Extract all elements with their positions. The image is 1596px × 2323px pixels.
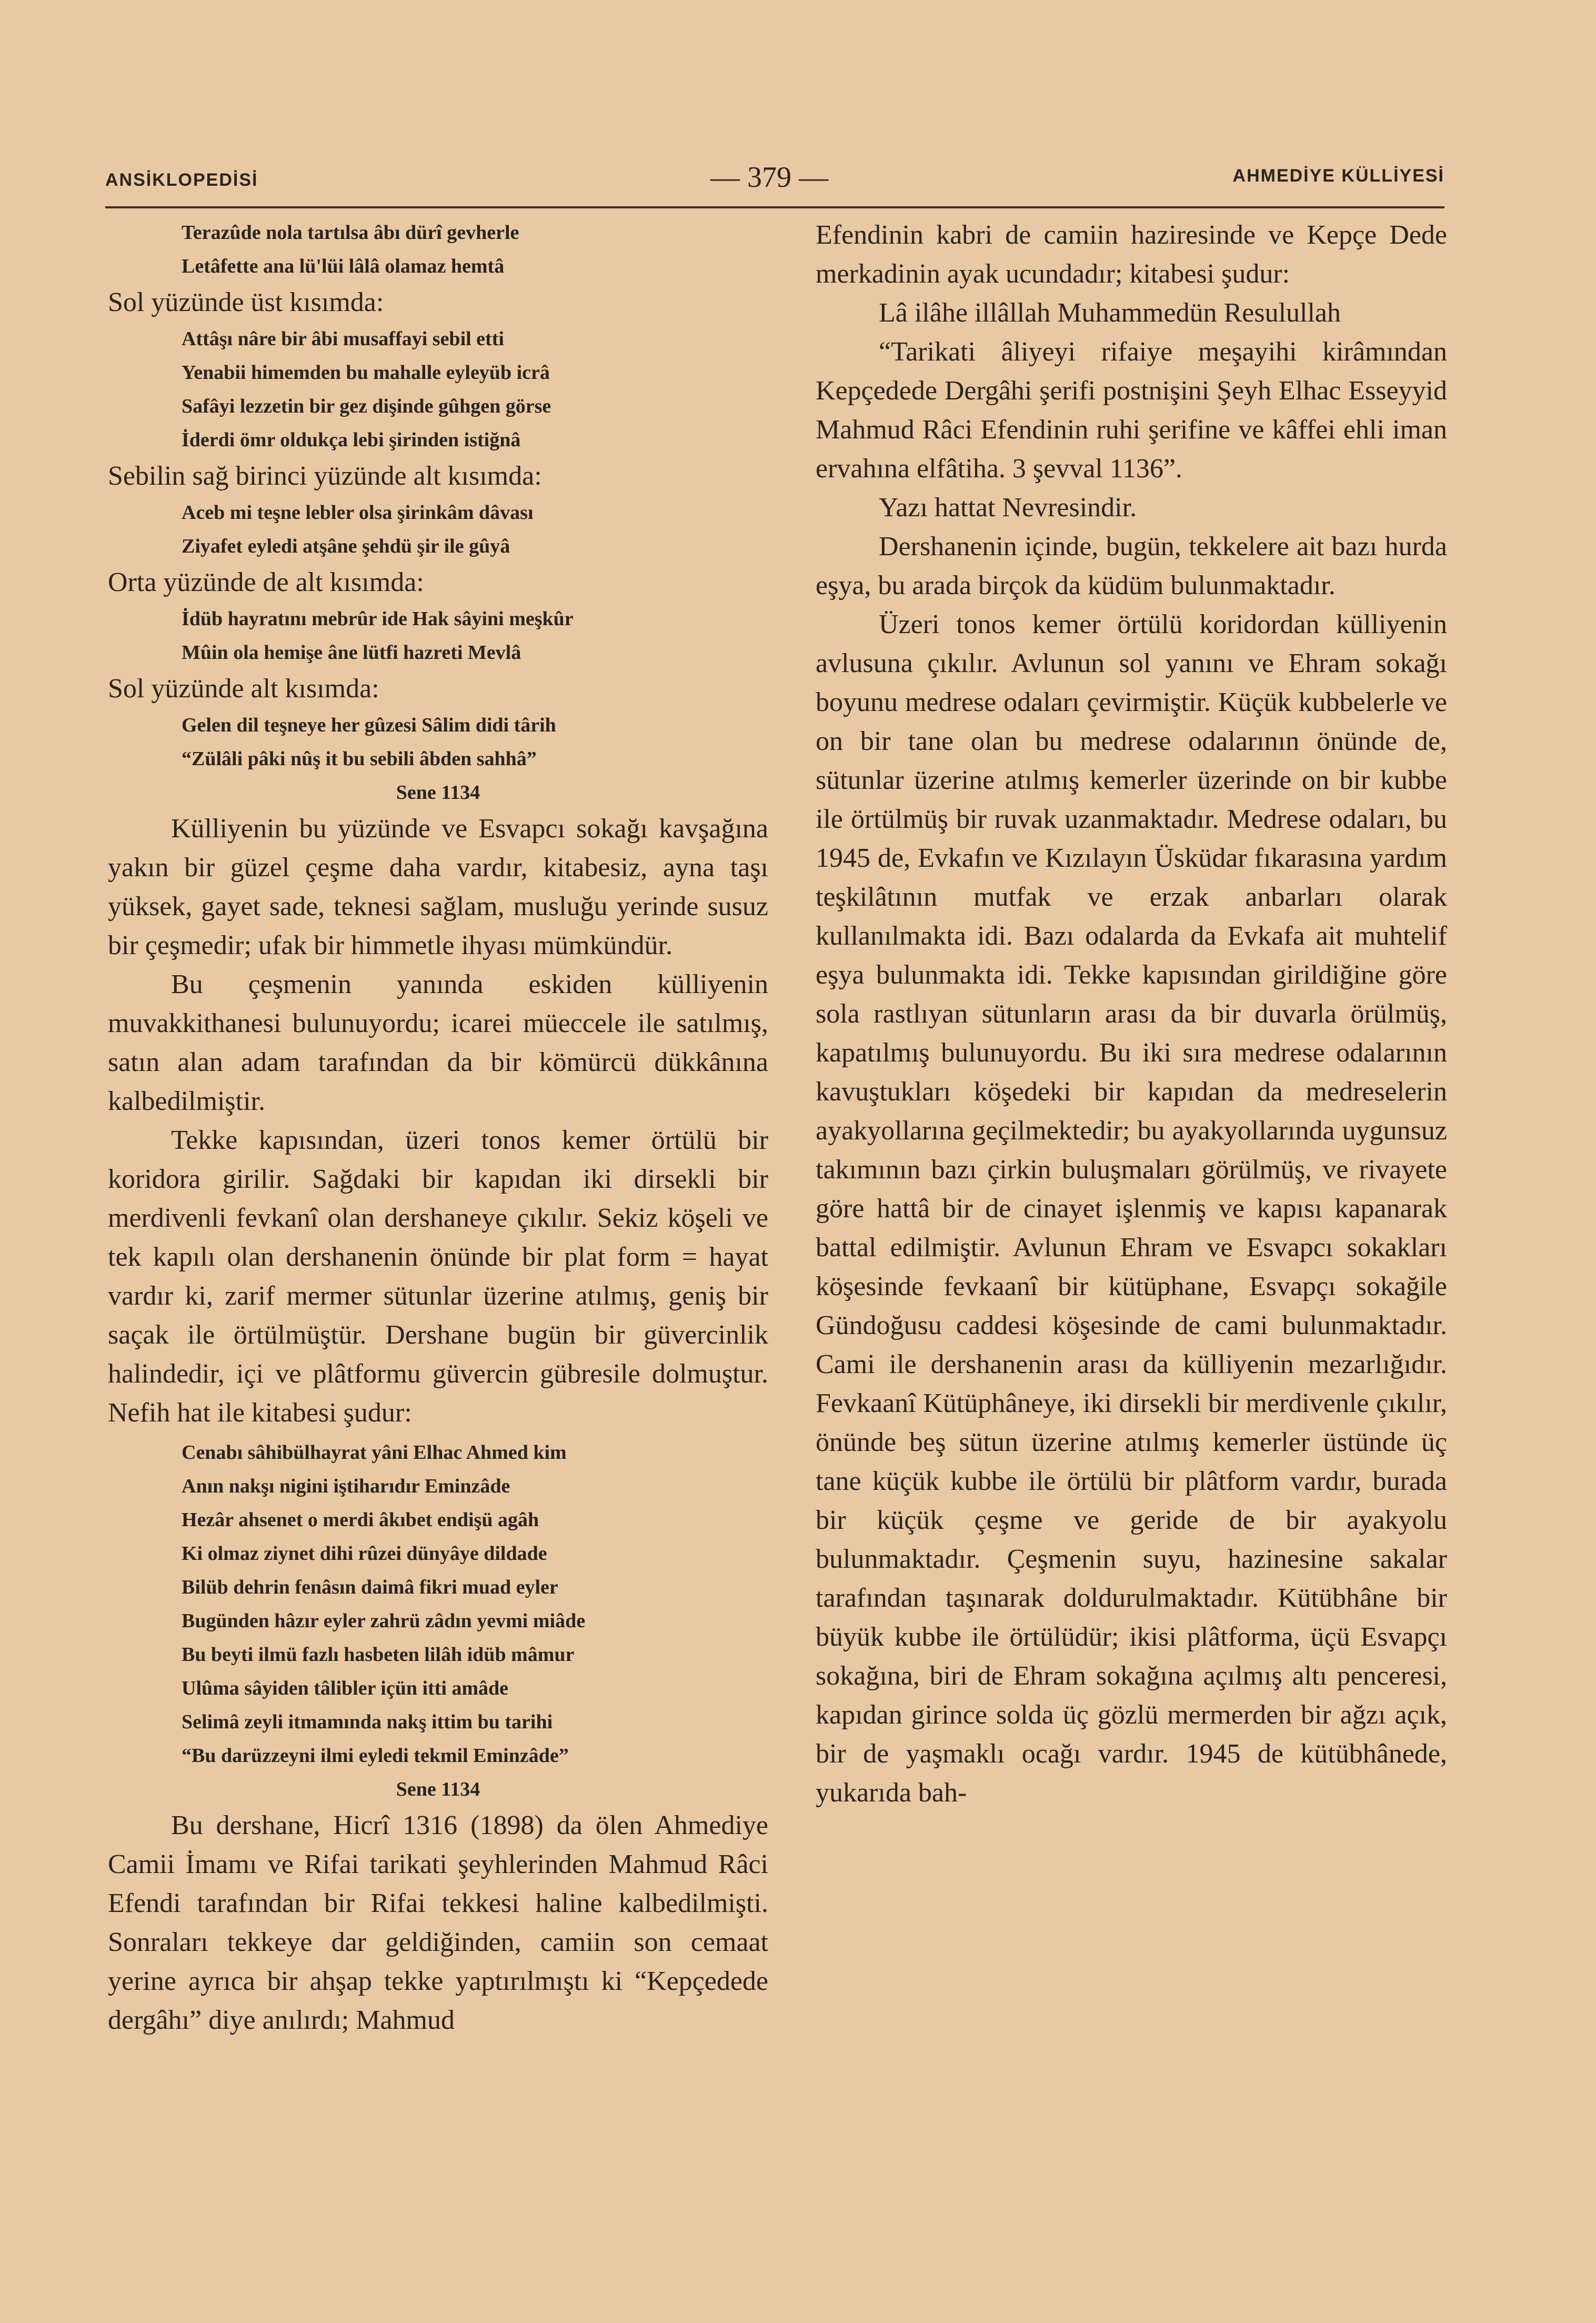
verse-line: Bu beyti ilmü fazlı hasbeten lilâh idüb mâmur [182,1644,575,1666]
header-left: ANSİKLOPEDİSİ [105,170,258,190]
verse-line: “Bu darüzzeyni ilmi eyledi tekmil Eminzâde” [182,1745,569,1767]
paragraph: Dershanenin içinde, bugün, tekkelere ait bazı hurda eşya, bu arada birçok da küdüm bulunmaktadır. [816,532,1447,600]
page-header [105,161,1444,197]
header-right: AHMEDİYE KÜLLİYESİ [1232,166,1444,186]
year-line: Sene 1134 [396,1778,480,1800]
paragraph: Bu dershane, Hicrî 1316 (1898) da ölen Ahmediye Camii İmamı ve Rifai tarikati şeyhlerinden Mahmud Râci Efendi tarafından bir Rifai tekkesi haline kalbedilmişti. Sonraları tekkeye dar geldiğinden, camiin son cemaat yerine ayrıca bir ahşap tekke yaptırılmıştı ki “Kepçedede dergâhı” diye anılırdı; Mahmud [108,1810,768,2035]
verse-line: Mûin ola hemişe âne lütfi hazreti Mevlâ [182,642,521,664]
verse-line: Cenabı sâhibülhayrat yâni Elhac Ahmed kim [182,1441,567,1464]
header-rule [105,206,1444,208]
verse-line: Bilüb dehrin fenâsın daimâ fikri muad eyler [182,1576,558,1598]
verse-line: “Zülâli pâki nûş it bu sebili âbden sahhâ” [182,748,537,770]
verse-line: Safâyi lezzetin bir gez dişinde gûhgen görse [182,395,551,417]
verse-line: Yenabii himemden bu mahalle eyleyüb icrâ [182,362,550,384]
paragraph: Üzeri tonos kemer örtülü koridordan külliyenin avlusuna çıkılır. Avlunun sol yanını ve Ehram sokağı boyunu medrese odaları çevirmiştir. Küçük kubbelerle ve on bir tane olan bu medrese odalarının önünde de, sütunlar üzerine atılmış kemerler üzerinde on bir kubbe ile örtülmüş bir ruvak uzanmaktadır. Medrese odaları, bu 1945 de, Evkafın ve Kızılayın Üsküdar fıkarasına yardım teşkilâtının mutfak ve erzak anbarları olarak kullanılmakta idi. Bazı odalarda da Evkafa ait muhtelif eşya bulunmakta idi. Tekke kapısından girildiğine göre sola rastlıyan sütunların arası da bir duvarla örülmüş, kapatılmış bulunuyordu. Bu iki sıra medrese odalarının kavuştukları köşedeki bir kapıdan da medreselerin ayakyollarına geçilmektedir; bu ayakyollarında uygunsuz takımının bazı çirkin buluşmaları görülmüş, ve rivayete göre hattâ bir de cinayet işlenmiş ve kapısı kapanarak battal edilmiştir. Avlunun Ehram ve Esvapcı sokakları köşesinde fevkaanî bir kütüphane, Esvapçı sokağile Gündoğusu caddesi köşesinde de cami bulunmaktadır. Cami ile dershanenin arası da külliyenin mezarlığıdır. Fevkaanî Kütüphâneye, iki dirsekli bir merdivenle çıkılır, önünde beş sütun üzerine atılmış kemerler üstünde üç tane küçük kubbe ile örtülü bir plâtform vardır, burada bir küçük çeşme ve geride de bir ayakyolu bulunmaktadır. Çeşmenin suyu, hazinesine sakalar tarafından taşınarak doldurulmaktadır. Kütübhâne bir büyük kubbe ile örtülüdür; ikisi plâtforma, üçü Esvapçı sokağına, biri de Ehram sokağına açılmış altı penceresi, kapıdan girince solda üç gözlü mermerden bir ağzı açık, bir de yaşmaklı ocağı vardır. 1945 de kütübhânede, yukarıda bah- [816,609,1447,1808]
verse-line: Hezâr ahsenet o merdi âkıbet endişü agâh [182,1509,539,1531]
paragraph: Bu çeşmenin yanında eskiden külliyenin muvakkithanesi bulunuyordu; icarei müeccele ile satılmış, satın alan adam tarafından da bir kömürcü dükkânına kalbedilmiştir. [108,969,768,1116]
verse-line: Ziyafet eyledi atşâne şehdü şir ile gûyâ [182,535,510,557]
paragraph: “Tarikati âliyeyi rifaiye meşayihi kirâmından Kepçedede Dergâhi şerifi postnişini Şeyh Elhac Esseyyid Mahmud Râci Efendinin ruhi şerifine ve kâffei ehli iman ervahına elfâtiha. 3 şevval 1136”. [816,337,1447,484]
verse-line: Gelen dil teşneye her gûzesi Sâlim didi târih [182,714,556,736]
verse-line: İdüb hayratını mebrûr ide Hak sâyini meşkûr [182,608,574,630]
section-label: Sol yüzünde alt kısımda: [108,674,379,704]
verse-line: Selimâ zeyli itmamında nakş ittim bu tarihi [182,1711,553,1733]
paragraph: Külliyenin bu yüzünde ve Esvapcı sokağı kavşağına yakın bir güzel çeşme daha vardır, kitabesiz, ayna taşı yüksek, gayet sade, teknesi sağlam, musluğu yerinde susuz bir çeşmedir; ufak bir himmetle ihyası mümkündür. [108,814,768,960]
verse-line: Ulûma sâyiden tâlibler içün itti amâde [182,1677,509,1699]
verse-line: Bugünden hâzır eyler zahrü zâdın yevmi miâde [182,1610,586,1632]
verse-line: Terazûde nola tartılsa âbı dürî gevherle [182,222,519,244]
right-column [816,216,1447,1813]
page-number: — 379 — [710,161,828,194]
section-label: Sol yüzünde üst kısımda: [108,287,384,317]
section-label: Sebilin sağ birinci yüzünde alt kısımda: [108,461,542,491]
verse-line: Ki olmaz ziynet dihi rûzei dünyâye dildade [182,1543,547,1565]
paragraph: Yazı hattat Nevresindir. [879,493,1137,523]
verse-line: Aceb mi teşne lebler olsa şirinkâm dâvası [182,502,534,524]
year-line: Sene 1134 [396,782,480,804]
inscription-line: Lâ ilâhe illâllah Muhammedün Resulullah [879,298,1341,328]
section-label: Orta yüzünde de alt kısımda: [108,567,424,597]
verse-line: Attâşı nâre bir âbi musaffayi sebil etti [182,328,504,350]
paragraph: Tekke kapısından, üzeri tonos kemer örtülü bir koridora girilir. Sağdaki bir kapıdan iki dirsekli bir merdivenli fevkanî olan dershaneye çıkılır. Sekiz köşeli ve tek kapılı olan dershanenin önünde bir plat form = hayat vardır ki, zarif mermer sütunlar üzerine atılmış, geniş bir saçak ile örtülmüştür. Dershane bugün bir güvercinlik halindedir, içi ve plâtformu güvercin gübresile dolmuştur. Nefih hat ile kitabesi şudur: [108,1125,768,1428]
verse-line: İderdi ömr oldukça lebi şirinden istiğnâ [182,429,521,451]
verse-line: Letâfette ana lü'lüi lâlâ olamaz hemtâ [182,255,505,277]
paragraph: Efendinin kabri de camiin haziresinde ve Kepçe Dede merkadinin ayak ucundadır; kitabesi şudur: [816,220,1447,289]
verse-line: Anın nakşı nigini iştiharıdır Eminzâde [182,1475,510,1497]
left-column [108,216,768,2040]
